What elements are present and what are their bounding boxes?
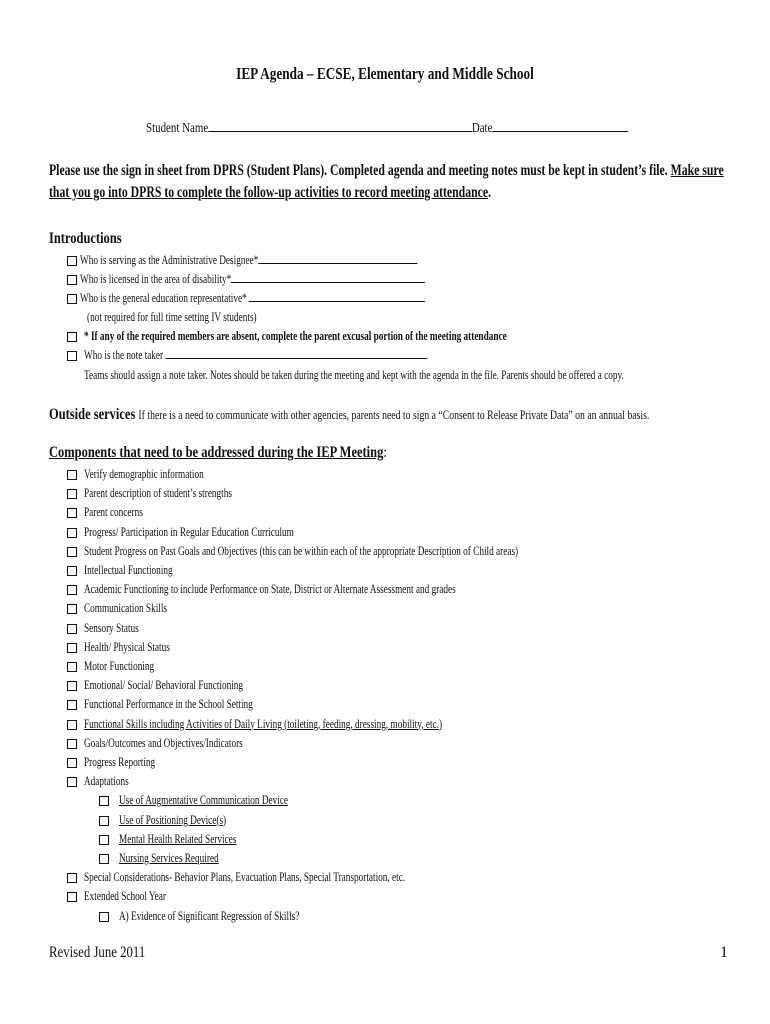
checkbox[interactable] [67,351,77,361]
checkbox[interactable] [99,816,109,826]
component-item: Functional Skills including Activities of Daily Living (toileting, feeding, dressing, mobility, etc.) [84,716,443,731]
intro-item-licensed: Who is licensed in the area of disability* [80,271,425,287]
intro-item-gen-ed: Who is the general education representative* [80,290,425,306]
checkbox[interactable] [67,585,77,595]
checkbox[interactable] [67,720,77,730]
date-field[interactable] [492,119,628,132]
component-item: Progress/ Participation in Regular Education Curriculum [84,524,294,539]
checkbox[interactable] [99,912,109,922]
page-title: IEP Agenda – ECSE, Elementary and Middle School [236,64,534,83]
checkbox[interactable] [67,566,77,576]
checkbox[interactable] [67,470,77,480]
intro-item-admin-designee: Who is serving as the Administrative Designee* [80,252,417,268]
checkbox[interactable] [99,796,109,806]
adaptation-item: Use of Positioning Device(s) [119,812,227,827]
adaptation-item: Mental Health Related Services [119,831,237,846]
component-item: Progress Reporting [84,755,156,769]
component-item: Parent description of student’s strengths [84,486,232,501]
checkbox[interactable] [67,256,77,266]
esy-item: A) Evidence of Significant Regression of Skills? [119,908,300,923]
checkbox[interactable] [67,547,77,557]
outside-services-label: Outside services [49,406,136,423]
student-name-row [146,119,764,137]
adaptation-item: Use of Augmentative Communication Device [119,793,289,808]
checkbox[interactable] [67,643,77,653]
checkbox[interactable] [67,624,77,634]
checkbox[interactable] [67,275,77,285]
notice-end: . [488,184,492,201]
component-item: Health/ Physical Status [84,639,170,654]
component-item: Special Considerations- Behavior Plans, Evacuation Plans, Special Transportation, etc. [84,870,406,885]
checkbox[interactable] [67,892,77,902]
component-item: Functional Performance in the School Setting [84,697,253,712]
checkbox[interactable] [67,700,77,710]
introductions-heading: Introductions [49,230,122,247]
revised-date: Revised June 2011 [49,944,146,961]
adaptation-item: Nursing Services Required [119,851,219,865]
outside-services [49,406,649,424]
outside-services-text: If there is a need to communicate with other agencies, parents need to sign a “Consent to Release Private Data” on an annual basis. [138,408,650,422]
instructions-notice [49,160,725,204]
intro-note-setting-iv: (not required for full time setting IV students) [87,310,257,324]
checkbox[interactable] [67,662,77,672]
licensed-field[interactable] [231,271,425,283]
component-item: Communication Skills [84,601,168,616]
intro-item-note-taker: Who is the note taker [84,347,427,363]
checkbox[interactable] [67,758,77,768]
component-item: Intellectual Functioning [84,563,173,577]
checkbox[interactable] [99,835,109,845]
component-item: Goals/Outcomes and Objectives/Indicators [84,735,243,750]
checkbox[interactable] [67,508,77,518]
note-taker-field[interactable] [165,347,427,359]
checkbox[interactable] [67,777,77,787]
checkbox[interactable] [67,489,77,499]
component-item: Emotional/ Social/ Behavioral Functioning [84,678,244,693]
components-heading: Components that need to be addressed during the IEP Meeting: [49,444,387,461]
checkbox[interactable] [99,854,109,864]
checkbox[interactable] [67,528,77,538]
checkbox[interactable] [67,681,77,691]
checkbox[interactable] [67,332,77,342]
intro-note-taker-info: Teams should assign a note taker. Notes should be taken during the meeting and kept with the agenda in the file. Parents should be offered a copy. [84,368,624,382]
checkbox[interactable] [67,873,77,883]
component-item: Sensory Status [84,620,139,635]
page-number: 1 [720,944,728,961]
component-item: Verify demographic information [84,467,204,481]
checkbox[interactable] [67,294,77,304]
component-item: Parent concerns [84,505,143,520]
component-item: Motor Functioning [84,659,155,673]
student-name-label: Student Name [146,121,209,136]
checkbox[interactable] [67,604,77,614]
student-name-field[interactable] [208,119,472,132]
component-item: Extended School Year [84,889,166,904]
gen-ed-field[interactable] [249,290,425,302]
notice-text: Please use the sign in sheet from DPRS (Student Plans). Completed agenda and meeting notes must be kept in student’s file. [49,162,671,179]
date-label: Date [471,121,493,136]
component-item: Student Progress on Past Goals and Objectives (this can be within each of the appropriate Description of Child areas) [84,543,519,558]
admin-designee-field[interactable] [258,252,417,264]
component-item: Adaptations [84,774,129,789]
checkbox[interactable] [67,739,77,749]
component-item: Academic Functioning to include Performance on State, District or Alternate Assessment and grades [84,582,456,597]
intro-item-absent-members: * If any of the required members are absent, complete the parent excusal portion of the meeting attendance [84,329,507,343]
notice-underlined: Make sure that you go into DPRS to complete the follow-up activities to record meeting attendance [49,162,724,201]
